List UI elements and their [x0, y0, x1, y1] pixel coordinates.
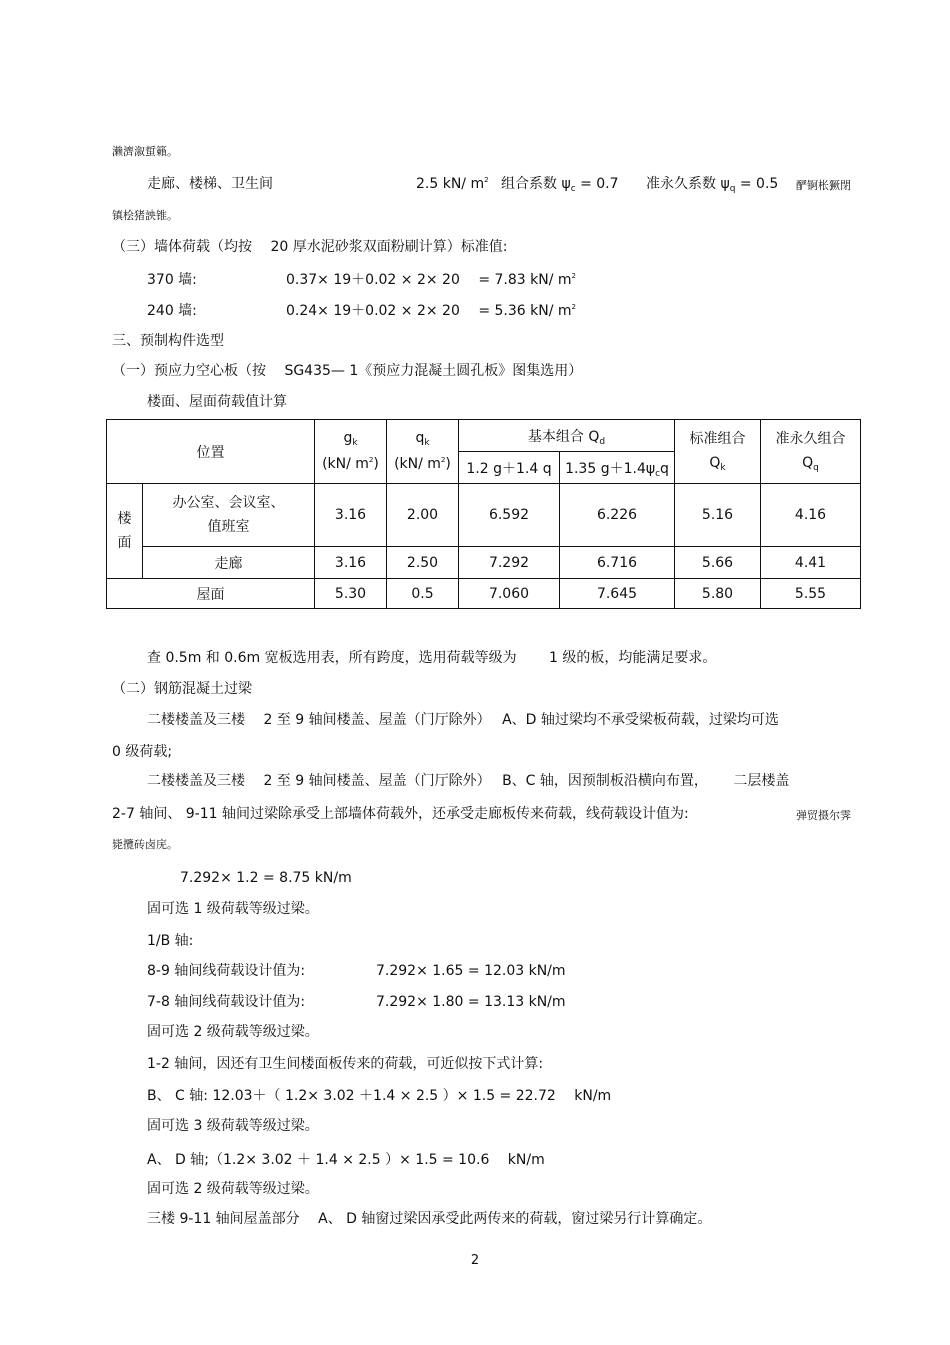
floor-group-label: 楼 面 — [107, 484, 143, 579]
page-number: 2 — [470, 1253, 480, 1268]
garbled-text: 濑濟溆蜇籟。 — [112, 145, 178, 158]
row-name: 办公室、会议室、 值班室 — [143, 484, 315, 547]
table-row — [107, 547, 861, 579]
cell-gk: 3.16 — [315, 484, 387, 547]
cell-standard: 5.66 — [675, 547, 761, 579]
corridor-load: 2.5 kN/ $m^2$ — [416, 176, 489, 192]
garbled-text: 弹贸摄尔霁 — [796, 809, 851, 822]
header-gk: $g_k$ (kN/ $m^2$) — [315, 420, 387, 484]
header-basic-formula-a: 1.2 g＋1.4 q — [459, 452, 560, 484]
paragraph-line: 1-2 轴间，因还有卫生间楼面板传来的荷载，可近似按下式计算: — [147, 1056, 544, 1072]
cell-quasi: 5.55 — [761, 579, 861, 609]
wall-370-label: 370 墙: — [147, 272, 197, 288]
cell-basic-a: 6.592 — [459, 484, 560, 547]
cell-standard: 5.16 — [675, 484, 761, 547]
cell-quasi: 4.16 — [761, 484, 861, 547]
calc-label: 7-8 轴间线荷载设计值为: — [147, 994, 306, 1010]
cell-basic-b: 6.716 — [560, 547, 675, 579]
table-row — [107, 484, 861, 547]
calc-value: 7.292× 1.65 = 12.03 kN/m — [376, 963, 566, 979]
paragraph-line: 2-7 轴间、 9-11 轴间过梁除承受上部墙体荷载外，还承受走廊板传来荷载，线荷载设计值为: — [112, 806, 689, 822]
cell-qk: 0.5 — [387, 579, 459, 609]
row-name: 走廊 — [143, 547, 315, 579]
header-quasi-permanent: 准永久组合 $Q_q$ — [761, 420, 861, 484]
wall-240-expression: 0.24× 19＋0.02 × 2× 20 = 5.36 kN/ $m^2$ — [286, 303, 576, 319]
paragraph-line: 0 级荷载; — [112, 744, 173, 760]
calc-line: A、 D 轴;（1.2× 3.02 ＋ 1.4 × 2.5 ）× 1.5 = 10.6 kN/m — [147, 1152, 545, 1168]
conclusion-line: 固可选 3 级荷载等级过梁。 — [147, 1118, 319, 1134]
combo-coefficient: 组合系数 $\psi_c = 0.7$ — [501, 176, 619, 194]
cell-basic-a: 7.060 — [459, 579, 560, 609]
cell-qk: 2.50 — [387, 547, 459, 579]
conclusion-line: 固可选 2 级荷载等级过梁。 — [147, 1024, 319, 1040]
calc-line: B、 C 轴: 12.03＋（ 1.2× 3.02 ＋1.4 × 2.5 ）× 1.5 = 22.72 kN/m — [147, 1088, 612, 1104]
header-position: 位置 — [107, 420, 315, 484]
calc-value: 7.292× 1.80 = 13.13 kN/m — [376, 994, 566, 1010]
cell-quasi: 4.41 — [761, 547, 861, 579]
header-qk: $q_k$ (kN/ $m^2$) — [387, 420, 459, 484]
subsection-heading: （二）钢筋混凝土过梁 — [112, 681, 252, 697]
calc-line: 7.292× 1.2 = 8.75 kN/m — [180, 870, 352, 886]
quasi-coefficient: 准永久系数 $\psi_q = 0.5$ — [646, 176, 779, 194]
table-row — [107, 579, 861, 609]
paragraph-line: 二楼楼盖及三楼 2 至 9 轴间楼盖、屋盖（门厅除外） A、D 轴过梁均不承受梁板荷载，过梁均可选 — [147, 712, 779, 728]
cell-basic-a: 7.292 — [459, 547, 560, 579]
section-heading: 三、预制构件选型 — [112, 333, 224, 349]
garbled-text: 酽锕枨獗閉 — [796, 179, 851, 192]
cell-basic-b: 7.645 — [560, 579, 675, 609]
row-name: 屋面 — [107, 579, 315, 609]
calc-label: 8-9 轴间线荷载设计值为: — [147, 963, 306, 979]
cell-standard: 5.80 — [675, 579, 761, 609]
table-caption: 楼面、屋面荷载值计算 — [147, 394, 287, 410]
cell-gk: 5.30 — [315, 579, 387, 609]
garbled-text: 镇桧猪詇锥。 — [112, 209, 178, 222]
axis-label: 1/B 轴: — [147, 933, 194, 949]
header-basic-combination: 基本组合 $Q_d$ — [459, 420, 675, 452]
garbled-text: 毙攬砖卤庑。 — [112, 838, 178, 851]
conclusion-line: 固可选 2 级荷载等级过梁。 — [147, 1181, 319, 1197]
check-statement: 查 0.5m 和 0.6m 宽板选用表，所有跨度，选用荷载等级为 1 级的板，均能满足要求。 — [147, 650, 717, 666]
wall-load-heading: （三）墙体荷载（均按 20 厚水泥砂浆双面粉刷计算）标准值: — [112, 239, 508, 255]
paragraph-line: 二楼楼盖及三楼 2 至 9 轴间楼盖、屋盖（门厅除外） B、C 轴，因预制板沿横向布置， 二层楼盖 — [147, 773, 790, 789]
cell-gk: 3.16 — [315, 547, 387, 579]
corridor-label: 走廊、楼梯、卫生间 — [147, 176, 273, 192]
load-table — [106, 419, 861, 609]
conclusion-line: 固可选 1 级荷载等级过梁。 — [147, 901, 319, 917]
header-standard-combination: 标准组合 $Q_k$ — [675, 420, 761, 484]
wall-240-label: 240 墙: — [147, 303, 197, 319]
subsection-heading: （一）预应力空心板（按 SG435— 1《预应力混凝土圆孔板》图集选用） — [112, 363, 583, 379]
cell-qk: 2.00 — [387, 484, 459, 547]
paragraph-line: 三楼 9-11 轴间屋盖部分 A、 D 轴窗过梁因承受此两传来的荷载，窗过梁另行计算确定。 — [147, 1211, 712, 1227]
cell-basic-b: 6.226 — [560, 484, 675, 547]
header-basic-formula-b: 1.35 $g+1.4\psi_cq$ — [560, 452, 675, 484]
wall-370-expression: 0.37× 19＋0.02 × 2× 20 = 7.83 kN/ $m^2$ — [286, 272, 576, 288]
